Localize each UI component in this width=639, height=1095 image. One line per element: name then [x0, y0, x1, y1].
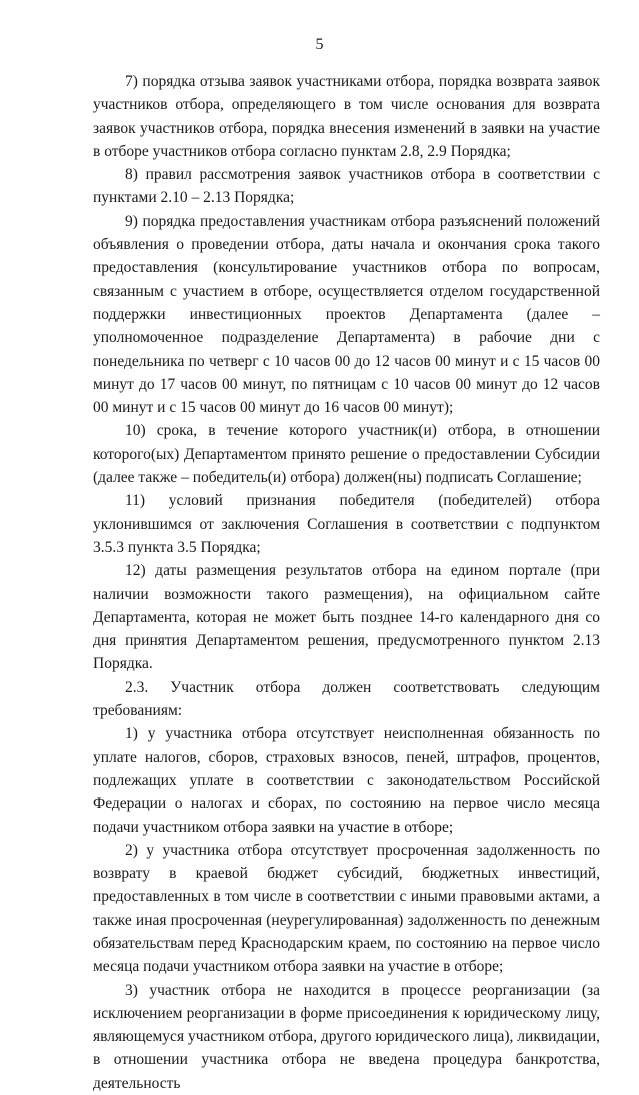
paragraph-item-12: 12) даты размещения результатов отбора на едином портале (при наличии возможности такого размещения), на официальном сайте Департамента, которая не может быть позднее 14-го календарного дня со дня принятия Департаментом решения, предусмотренного пунктом 2.13 Порядка.	[93, 562, 600, 673]
document-body	[93, 70, 600, 1095]
paragraph-item-8: 8) правил рассмотрения заявок участников отбора в соответствии с пунктами 2.10 – 2.13 Порядка;	[93, 166, 600, 207]
section-2-3-heading: 2.3. Участник отбора должен соответствовать следующим требованиям:	[93, 678, 600, 720]
requirement-2: 2) у участника отбора отсутствует просроченная задолженность по возврату в краевой бюджет субсидий, бюджетных инвестиций, предоставленных в том числе в соответствии с иными правовыми актами, а также иная просроченная (неурегулированная) задолженность по денежным обязательствам перед Краснодарским краем, по состоянию на первое число месяца подачи участником отбора заявки на участие в отборе;	[93, 841, 600, 976]
paragraph-item-7: 7) порядка отзыва заявок участниками отбора, порядка возврата заявок участников отбора, определяющего в том числе основания для возврата заявок участников отбора, порядка внесения изменений в заявки на участие в отборе участников отбора согласно пунктам 2.8, 2.9 Порядка;	[93, 73, 600, 160]
paragraph-item-9: 9) порядка предоставления участникам отбора разъяснений положений объявления о проведении отбора, даты начала и окончания срока такого предоставления (консультирование участников отбора по вопросам, связанным с участием в отборе, осуществляется отделом государственной поддержки инвестиционных проектов Департамента (далее – уполномоченное подразделение Департамента) в рабочие дни с понедельника по четверг с 10 часов 00 до 12 часов 00 минут и с 15 часов 00 минут до 17 часов 00 минут, по пятницам с 10 часов 00 минут до 12 часов 00 минут и с 15 часов 00 минут до 16 часов 00 минут);	[93, 212, 600, 417]
page-number: 5	[315, 36, 324, 53]
requirement-3: 3) участник отбора не находится в процессе реорганизации (за исключением реорганизации в форме присоединения к юридическому лицу, являющемуся участником отбора, другого юридического лица), ликвидации, в отношении участника отбора не введена процедура банкротства, деятельность	[93, 981, 600, 1092]
paragraph-item-10: 10) срока, в течение которого участник(и) отбора, в отношении которого(ых) Департаментом принято решение о предоставлении Субсидии (далее также – победитель(и) отбора) должен(ны) подписать Соглашение;	[93, 422, 600, 487]
paragraph-item-11: 11) условий признания победителя (победителей) отбора уклонившимся от заключения Соглашения в соответствии с подпунктом 3.5.3 пункта 3.5 Порядка;	[93, 492, 600, 556]
requirement-1: 1) у участника отбора отсутствует неисполненная обязанность по уплате налогов, сборов, страховых взносов, пеней, штрафов, процентов, подлежащих уплате в соответствии с законодательством Российской Федерации о налогах и сборах, по состоянию на первое число месяца подачи участником отбора заявки на участие в отборе;	[93, 725, 600, 836]
